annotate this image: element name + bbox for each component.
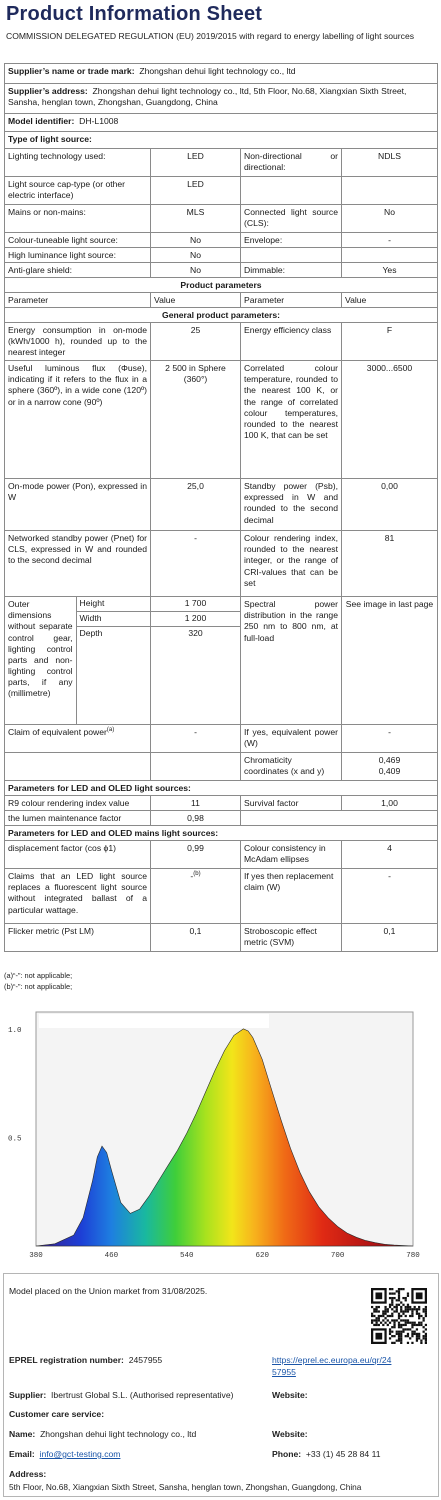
x-tick-label: 460 bbox=[104, 1252, 119, 1260]
type-value: No bbox=[151, 248, 241, 262]
spectral-power-distribution-chart bbox=[3, 1002, 437, 1268]
x-tick-label: 540 bbox=[180, 1252, 194, 1260]
model-identifier-value: DH-L1008 bbox=[79, 116, 119, 126]
type-row bbox=[5, 263, 437, 278]
column-header-row bbox=[5, 293, 437, 308]
supplier-name-label: Supplier’s name or trade mark: bbox=[8, 66, 135, 76]
dimensions-row bbox=[5, 597, 437, 725]
parameter-row bbox=[5, 479, 437, 531]
eprel-reg-label: EPREL registration number: bbox=[9, 1355, 124, 1365]
displacement-factor-value: 0,99 bbox=[151, 841, 241, 868]
parameter-value: 3000...6500 bbox=[366, 363, 413, 373]
lumen-maintenance-row bbox=[5, 811, 437, 826]
type-value: - bbox=[388, 235, 391, 245]
flicker-metric-label: Flicker metric (Pst LM) bbox=[5, 924, 151, 951]
parameter-label: Networked standby power (Pnet) for CLS, expressed in W and rounded to the second decimal bbox=[5, 531, 151, 596]
chromaticity-row bbox=[5, 753, 437, 781]
parameter-label: Energy efficiency class bbox=[241, 323, 342, 360]
column-header-parameter: Parameter bbox=[5, 293, 151, 307]
supplier-address-value: Zhongshan dehui light technology co., ltd, 5th Floor, No.68, Xiangxian Sixth Street, Sansha, henglan town, Zhongshan, Guangdong, China bbox=[8, 86, 407, 108]
type-param: Lighting technology used: bbox=[5, 149, 151, 176]
survival-factor-value: 1,00 bbox=[381, 798, 398, 808]
led-oled-mains-heading-row bbox=[5, 826, 437, 841]
type-value: NDLS bbox=[378, 151, 401, 161]
column-header-value: Value bbox=[345, 295, 367, 305]
x-tick-label: 700 bbox=[330, 1252, 345, 1260]
x-tick-label: 780 bbox=[406, 1252, 420, 1260]
depth-label: Depth bbox=[79, 628, 103, 638]
website-label: Website: bbox=[272, 1390, 308, 1400]
phone-value: +33 (1) 45 28 84 11 bbox=[305, 1449, 381, 1459]
led-oled-heading-row bbox=[5, 781, 437, 796]
fluorescent-claim-label: Claims that an LED light source replaces a fluorescent light source without integrated ballast of a particular wattage. bbox=[5, 869, 151, 923]
fluorescent-claim-value: - bbox=[190, 871, 194, 881]
dimensions-label: Outer dimensions without separate control gear, lighting control parts and non-lighting control parts, if any (millimetre) bbox=[5, 597, 77, 724]
address-value: 5th Floor, No.68, Xiangxian Sixth Street, Sansha, henglan town, Zhongshan, Guangdong, China bbox=[9, 1482, 362, 1492]
light-source-type-heading: Type of light source: bbox=[8, 134, 92, 144]
led-oled-heading: Parameters for LED and OLED light sources: bbox=[8, 783, 191, 793]
supplier-label: Supplier: bbox=[9, 1390, 47, 1400]
spectral-distribution-value: See image in last page bbox=[345, 599, 434, 609]
parameter-value: 25 bbox=[151, 323, 241, 360]
eprel-link-line1[interactable]: https://eprel.ec.europa.eu/qr/24 bbox=[272, 1355, 392, 1365]
type-value: No bbox=[151, 263, 241, 277]
width-label: Width bbox=[77, 612, 150, 627]
lumen-maintenance-value: 0,98 bbox=[151, 811, 241, 825]
parameter-table bbox=[4, 63, 438, 952]
type-param: Non-directional or directional: bbox=[241, 149, 342, 176]
r9-label: R9 colour rendering index value bbox=[5, 796, 151, 810]
displacement-factor-label: displacement factor (cos ϕ1) bbox=[5, 841, 151, 868]
type-value: No bbox=[151, 233, 241, 247]
lumen-maintenance-label: the lumen maintenance factor bbox=[5, 811, 151, 825]
height-value: 1 700 bbox=[151, 597, 240, 612]
parameter-value: 81 bbox=[384, 533, 395, 543]
type-row bbox=[5, 149, 437, 177]
width-value: 1 200 bbox=[151, 612, 240, 627]
displacement-row bbox=[5, 841, 437, 869]
type-param: Dimmable: bbox=[241, 263, 342, 277]
equivalent-power-w-label: If yes, equivalent power (W) bbox=[241, 725, 342, 752]
eprel-info-box bbox=[3, 1273, 439, 1497]
care-website-label: Website: bbox=[272, 1429, 308, 1439]
depth-value: 320 bbox=[188, 628, 203, 638]
type-param bbox=[241, 177, 342, 204]
type-param: Light source cap-type (or other electric interface) bbox=[5, 177, 151, 204]
general-parameters-heading: General product parameters: bbox=[162, 310, 280, 320]
y-tick-label: 1.0 bbox=[8, 1026, 22, 1035]
r9-value: 11 bbox=[151, 796, 241, 810]
eprel-reg-value: 2457955 bbox=[128, 1355, 163, 1365]
type-row bbox=[5, 177, 437, 205]
type-param: Connected light source (CLS): bbox=[241, 205, 342, 232]
type-param: Anti-glare shield: bbox=[5, 263, 151, 277]
parameter-label: Useful luminous flux (Φuse), indicating if it refers to the flux in a sphere (360º), in a wide cone (120º) or in a narrow cone (90º) bbox=[5, 361, 151, 478]
type-value bbox=[342, 177, 437, 204]
parameter-value: 25,0 bbox=[151, 479, 241, 530]
replacement-claim-value: - bbox=[388, 871, 391, 881]
flicker-metric-value: 0,1 bbox=[151, 924, 241, 951]
page-title: Product Information Sheet bbox=[6, 3, 263, 25]
x-tick-label: 380 bbox=[29, 1252, 43, 1260]
spectral-distribution-label: Spectral power distribution in the range 250 nm to 800 nm, at full-load bbox=[241, 597, 342, 724]
parameter-value: 2 500 in Sphere (360°) bbox=[151, 361, 241, 478]
flicker-row bbox=[5, 924, 437, 952]
type-value: No bbox=[384, 207, 395, 217]
type-value: LED bbox=[151, 177, 241, 204]
parameter-value: - bbox=[151, 531, 241, 596]
parameter-label: Energy consumption in on-mode (kWh/1000 h), rounded up to the nearest integer bbox=[5, 323, 151, 360]
email-label: Email: bbox=[9, 1449, 35, 1459]
eprel-link[interactable] bbox=[272, 1355, 391, 1377]
light-source-type-heading-row bbox=[5, 132, 437, 149]
product-parameters-heading-row bbox=[5, 278, 437, 293]
type-param: Envelope: bbox=[241, 233, 342, 247]
type-row bbox=[5, 248, 437, 263]
parameter-row bbox=[5, 361, 437, 479]
supplier-name-row bbox=[5, 64, 437, 84]
footnotes bbox=[4, 970, 72, 992]
replacement-claim-row bbox=[5, 869, 437, 924]
led-oled-mains-heading: Parameters for LED and OLED mains light sources: bbox=[8, 828, 219, 838]
address-label: Address: bbox=[9, 1469, 47, 1479]
footnote-b: (b)“-”: not applicable; bbox=[4, 982, 73, 992]
parameter-label: Correlated colour temperature, rounded to the nearest 100 K, or the range of correlated colour temperatures, rounded to the nearest 100 K, that can be set bbox=[241, 361, 342, 478]
model-identifier-label: Model identifier: bbox=[8, 116, 75, 126]
supplier-address-row bbox=[5, 84, 437, 114]
regulation-subtitle: COMMISSION DELEGATED REGULATION (EU) 2019/2015 with regard to energy labelling of light sources bbox=[6, 31, 415, 41]
column-header-parameter: Parameter bbox=[241, 293, 342, 307]
type-value bbox=[342, 248, 437, 262]
colour-consistency-label: Colour consistency in McAdam ellipses bbox=[241, 841, 342, 868]
column-header-value: Value bbox=[151, 293, 241, 307]
stroboscopic-label: Stroboscopic effect metric (SVM) bbox=[241, 924, 342, 951]
height-label: Height bbox=[77, 597, 150, 612]
parameter-label: On-mode power (Pon), expressed in W bbox=[5, 479, 151, 530]
type-value: LED bbox=[151, 149, 241, 176]
market-placement-text: Model placed on the Union market from 31/08/2025. bbox=[9, 1286, 208, 1296]
parameter-value: 0,00 bbox=[381, 481, 398, 491]
equivalent-power-label: Claim of equivalent power bbox=[8, 727, 107, 737]
equivalent-power-row bbox=[5, 725, 437, 753]
x-tick-label: 620 bbox=[255, 1252, 269, 1260]
supplier-name-value: Zhongshan dehui light technology co., ltd bbox=[139, 66, 296, 76]
type-param: Mains or non-mains: bbox=[5, 205, 151, 232]
equivalent-power-w-value: - bbox=[388, 727, 391, 737]
chromaticity-x: 0,469 bbox=[378, 755, 401, 765]
footnote-marker: (b) bbox=[193, 871, 201, 878]
parameter-row bbox=[5, 531, 437, 597]
model-identifier-row bbox=[5, 114, 437, 132]
care-name-value: Zhongshan dehui light technology co., ltd bbox=[40, 1429, 197, 1439]
care-name-label: Name: bbox=[9, 1429, 36, 1439]
footnote-marker: (a) bbox=[106, 727, 115, 734]
type-row bbox=[5, 233, 437, 248]
parameter-label: Colour rendering index, rounded to the nearest integer, or the range of CRI-values that can be set bbox=[241, 531, 342, 596]
customer-care-label: Customer care service: bbox=[9, 1409, 105, 1419]
type-value: Yes bbox=[382, 265, 397, 275]
chromaticity-y: 0,409 bbox=[378, 766, 401, 777]
parameter-row bbox=[5, 323, 437, 361]
survival-factor-label: Survival factor bbox=[241, 796, 342, 810]
r9-row bbox=[5, 796, 437, 811]
email-link[interactable]: info@gct-testing.com bbox=[39, 1449, 121, 1459]
supplier-address-label: Supplier’s address: bbox=[8, 86, 88, 96]
supplier-value: Ibertrust Global S.L. (Authorised representative) bbox=[51, 1390, 234, 1400]
type-row bbox=[5, 205, 437, 233]
type-param: High luminance light source: bbox=[5, 248, 151, 262]
phone-label: Phone: bbox=[272, 1449, 302, 1459]
replacement-claim-label: If yes then replacement claim (W) bbox=[241, 869, 342, 923]
product-parameters-heading: Product parameters bbox=[180, 280, 262, 290]
plot-header-band bbox=[39, 1014, 269, 1028]
type-param bbox=[241, 248, 342, 262]
colour-consistency-value: 4 bbox=[387, 843, 392, 853]
eprel-link-line2[interactable]: 57955 bbox=[272, 1366, 296, 1377]
qr-code-icon[interactable] bbox=[371, 1288, 427, 1344]
parameter-value: F bbox=[386, 325, 393, 335]
equivalent-power-value: - bbox=[151, 725, 241, 752]
footnote-a: (a)“-”: not applicable; bbox=[4, 971, 73, 980]
chromaticity-label: Chromaticity coordinates (x and y) bbox=[241, 753, 342, 780]
stroboscopic-value: 0,1 bbox=[383, 926, 396, 936]
type-param: Colour-tuneable light source: bbox=[5, 233, 151, 247]
general-parameters-heading-row bbox=[5, 308, 437, 323]
y-tick-label: 0.5 bbox=[8, 1135, 22, 1144]
parameter-label: Standby power (Psb), expressed in W and rounded to the second decimal bbox=[241, 479, 342, 530]
type-value: MLS bbox=[151, 205, 241, 232]
